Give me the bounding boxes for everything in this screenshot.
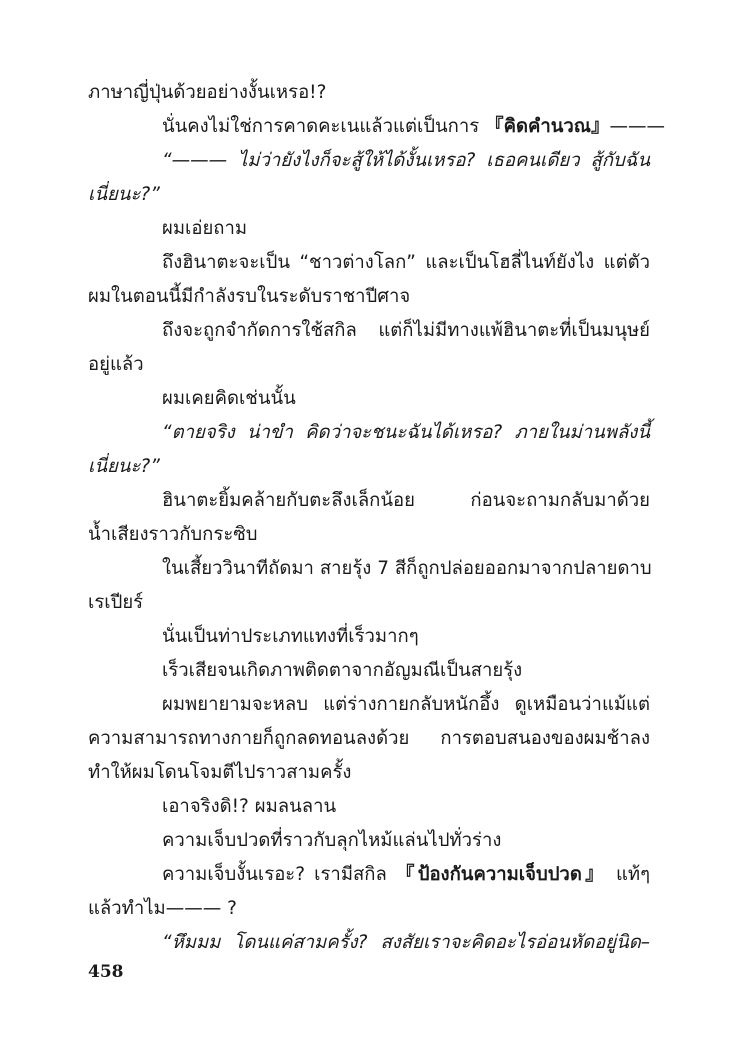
text-line: [88, 178, 650, 212]
text-run: ฮินาตะยิ้มคล้ายกับตะลึงเล็กน้อย ก่อนจะถามกลับมาด้วย: [162, 490, 650, 511]
text-line: [162, 382, 650, 416]
text-run: ภาษาญี่ปุ่นด้วยอย่างงั้นเหรอ!?: [88, 82, 327, 103]
text-line: [162, 246, 650, 280]
text-run: น้ำเสียงราวกับกระซิบ: [88, 524, 258, 545]
text-run: เรเปียร์: [88, 592, 144, 613]
text-run: นั่นเป็นท่าประเภทแทงที่เร็วมากๆ: [162, 626, 419, 647]
text-run: ผมพยายามจะหลบ แต่ร่างกายกลับหนักอึ้ง ดูเหมือนว่าแม้แต่: [162, 694, 650, 715]
text-line: [88, 280, 650, 314]
text-line: [162, 552, 650, 586]
text-line: [162, 654, 650, 688]
text-run: ในเสี้ยววินาทีถัดมา สายรุ้ง 7 สีก็ถูกปล่อยออกมาจากปลายดาบ: [162, 558, 652, 579]
text-line: [88, 722, 650, 756]
text-line: [162, 858, 650, 892]
text-run: ความสามารถทางกายก็ถูกลดทอนลงด้วย การตอบสนองของผมช้าลง: [88, 728, 650, 749]
text-line: [162, 688, 650, 722]
italic-dialogue: เนี่ยนะ?”: [88, 184, 160, 205]
text-line: [88, 348, 650, 382]
text-run: เร็วเสียจนเกิดภาพติดตาจากอัญมณีเป็นสายรุ้ง: [162, 660, 523, 681]
text-run: ความเจ็บงั้นเรอะ? เรามีสกิล: [162, 864, 396, 885]
text-line: [88, 450, 650, 484]
text-run: นั่นคงไม่ใช่การคาดคะเนแล้วแต่เป็นการ: [162, 116, 486, 137]
text-run: ผมในตอนนี้มีกำลังรบในระดับราชาปีศาจ: [88, 286, 411, 307]
text-line: [88, 586, 650, 620]
text-run: แล้วทำไม——— ?: [88, 898, 237, 919]
text-run: ———: [609, 116, 665, 137]
text-run: ผมเคยคิดเช่นนั้น: [162, 388, 296, 409]
text-run: ทำให้ผมโดนโจมตีไปราวสามครั้ง: [88, 762, 352, 783]
italic-dialogue: “——— ไม่ว่ายังไงก็จะสู้ให้ได้งั้นเหรอ? เธอคนเดียว สู้กับฉัน: [162, 150, 650, 171]
text-line: [162, 926, 650, 960]
text-line: [88, 756, 650, 790]
text-line: [162, 790, 650, 824]
text-line: [162, 314, 650, 348]
text-line: [88, 518, 650, 552]
bold-term: 『คิดคำนวณ』: [485, 116, 610, 137]
text-line: [162, 824, 650, 858]
italic-dialogue: “ตายจริง น่าขำ คิดว่าจะชนะฉันได้เหรอ? ภายในม่านพลังนี้: [162, 422, 650, 443]
page-number: 458: [88, 962, 124, 982]
italic-dialogue: เนี่ยนะ?”: [88, 456, 160, 477]
italic-dialogue: “หึมมม โดนแค่สามครั้ง? สงสัยเราจะคิดอะไรอ่อนหัดอยู่นิด–: [162, 932, 650, 953]
text-line: [162, 484, 650, 518]
text-run: ผมเอ่ยถาม: [162, 218, 248, 239]
text-line: [162, 144, 650, 178]
text-run: ถึงฮินาตะจะเป็น “ชาวต่างโลก” และเป็นโฮลี่ไนท์ยังไง แต่ตัว: [162, 252, 650, 273]
text-line: [88, 892, 650, 926]
text-line: [162, 110, 665, 144]
text-run: เอาจริงดิ!? ผมลนลาน: [162, 796, 337, 817]
text-line: [162, 212, 650, 246]
text-run: แท้ๆ: [606, 864, 651, 885]
text-run: ถึงจะถูกจำกัดการใช้สกิล แต่ก็ไม่มีทางแพ้ฮินาตะที่เป็นมนุษย์: [162, 320, 650, 341]
text-run: ความเจ็บปวดที่ราวกับลุกไหม้แล่นไปทั่วร่าง: [162, 830, 502, 851]
bold-term: 『ป้องกันความเจ็บปวด』: [395, 864, 607, 885]
text-line: [88, 76, 650, 110]
text-line: [162, 416, 650, 450]
text-line: [162, 620, 650, 654]
text-run: อยู่แล้ว: [88, 354, 144, 375]
